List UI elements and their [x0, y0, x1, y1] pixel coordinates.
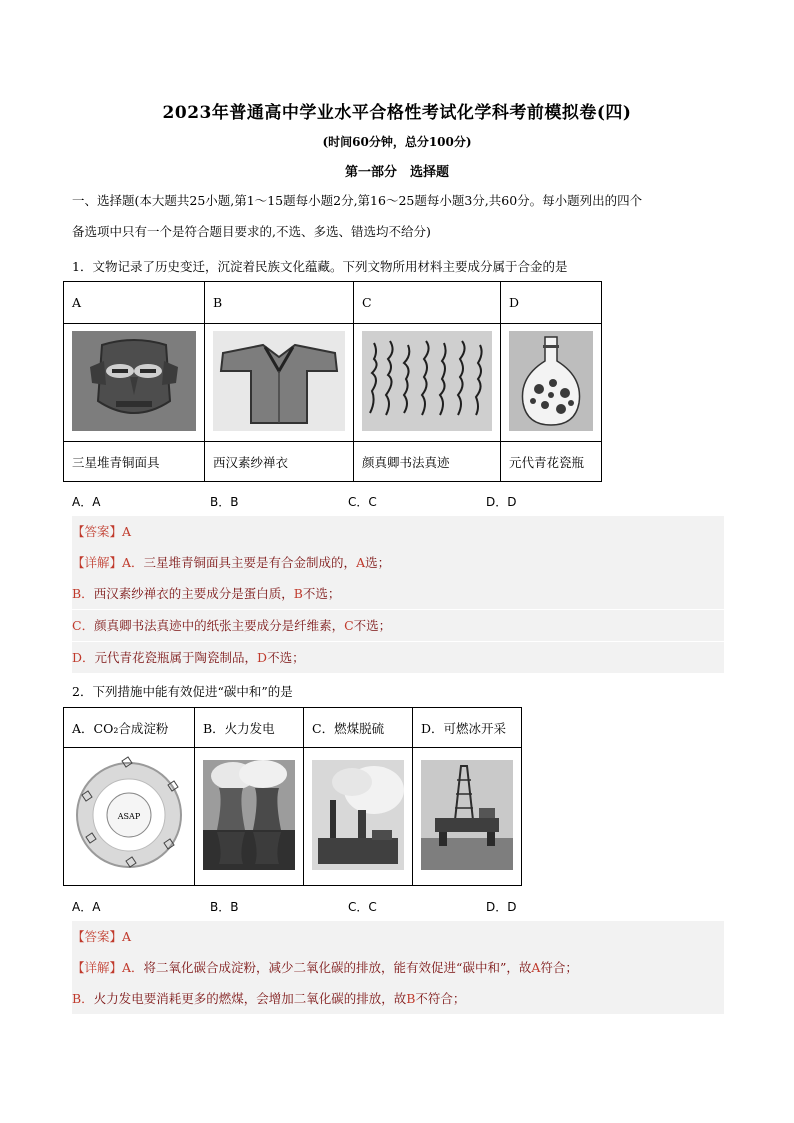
page-subtitle: (时间60分钟，总分100分): [322, 135, 472, 149]
q2-option-a: A．A: [72, 900, 101, 914]
question-1-stem: 1．文物记录了历史变迁，沉淀着民族文化蕴藏。下列文物所用材料主要成分属于合金的是: [72, 259, 568, 274]
q2-detail-line-a: [72, 952, 724, 983]
detail-tail: 不符合；: [415, 991, 466, 1006]
q2-detail-line-b: [72, 983, 724, 1014]
coal-desulfurization-image: [304, 748, 413, 886]
detail-tail: 不选；: [267, 650, 305, 665]
detail-key: B: [293, 586, 303, 601]
q1-option-d: D．D: [486, 495, 517, 509]
asap-label: ASAP: [117, 812, 141, 821]
answer-label: 【答案】: [72, 929, 123, 944]
q2-answer: [72, 921, 724, 952]
detail-text: 颜真卿书法真迹中的纸张主要成分是纤维素，: [94, 618, 345, 633]
instructions-line-1: 一、选择题(本大题共25小题,第1～15题每小题2分,第16～25题每小题3分,共60分。每小题列出的四个: [72, 193, 643, 208]
detail-prefix: A．: [122, 555, 144, 570]
detail-tail: 不选；: [353, 618, 392, 633]
bronze-mask-image: [64, 324, 205, 442]
detail-text: 三星堆青铜面具主要是有合金制成的，: [143, 555, 357, 570]
q2-header-d: D．可燃冰开采: [413, 708, 522, 748]
question-2-table: [63, 707, 522, 886]
q1-header-a: A: [64, 282, 205, 324]
q1-answer: [72, 516, 724, 547]
detail-text: 将二氧化碳合成淀粉，减少二氧化碳的排放，能有效促进“碳中和”，故: [143, 960, 532, 975]
q1-detail-line-b: [72, 578, 724, 609]
detail-text: 元代青花瓷瓶属于陶瓷制品，: [94, 650, 258, 665]
detail-text: 西汉素纱禅衣的主要成分是蛋白质，: [93, 586, 294, 601]
detail-label: 【详解】: [72, 555, 123, 570]
detail-key: A: [531, 960, 541, 975]
power-plant-image: [195, 748, 304, 886]
starch-synthesis-diagram: [64, 748, 195, 886]
detail-label: 【详解】: [72, 960, 123, 975]
page-title: 2023年普通高中学业水平合格性考试化学科考前模拟卷(四): [162, 103, 632, 123]
q1-caption-c: 颜真卿书法真迹: [354, 442, 501, 482]
q2-header-a: A．CO₂合成淀粉: [64, 708, 195, 748]
q1-detail-line-a: [72, 547, 724, 578]
q1-caption-d: 元代青花瓷瓶: [501, 442, 602, 482]
silk-garment-image: [205, 324, 354, 442]
question-1-table: [63, 281, 602, 482]
answer-value: A: [122, 929, 132, 944]
q1-caption-b: 西汉素纱禅衣: [205, 442, 354, 482]
q1-detail-line-c: [72, 610, 724, 641]
q1-detail-line-d: [72, 642, 724, 673]
detail-tail: 符合；: [540, 960, 578, 975]
q1-option-b: B．B: [210, 495, 239, 509]
combustible-ice-platform-image: [413, 748, 522, 886]
detail-key: B: [406, 991, 416, 1006]
detail-key: A: [356, 555, 366, 570]
q2-option-d: D．D: [486, 900, 517, 914]
question-2-stem: 2．下列措施中能有效促进“碳中和”的是: [72, 684, 293, 699]
section-heading: 第一部分 选择题: [344, 165, 449, 180]
q1-header-c: C: [354, 282, 501, 324]
q1-header-d: D: [501, 282, 602, 324]
q1-option-a: A．A: [72, 495, 101, 509]
detail-tail: 选；: [365, 555, 391, 570]
porcelain-vase-image: [501, 324, 602, 442]
detail-key: C: [344, 618, 354, 633]
answer-label: 【答案】: [72, 524, 123, 539]
calligraphy-image: [354, 324, 501, 442]
detail-tail: 不选；: [302, 586, 341, 601]
q1-header-b: B: [205, 282, 354, 324]
detail-key: D: [257, 650, 268, 665]
detail-prefix: A．: [122, 960, 144, 975]
detail-prefix: C．: [72, 618, 95, 633]
q2-header-b: B．火力发电: [195, 708, 304, 748]
detail-text: 火力发电要消耗更多的燃煤，会增加二氧化碳的排放，故: [93, 991, 407, 1006]
instructions: [72, 185, 724, 247]
q2-option-c: C．C: [348, 900, 377, 914]
instructions-line-2: 备选项中只有一个是符合题目要求的,不选、多选、错选均不给分): [72, 224, 431, 239]
q1-caption-a: 三星堆青铜面具: [64, 442, 205, 482]
detail-prefix: D．: [72, 650, 95, 665]
q1-option-c: C．C: [348, 495, 377, 509]
detail-prefix: B．: [72, 991, 94, 1006]
q2-header-c: C．燃煤脱硫: [304, 708, 413, 748]
answer-value: A: [122, 524, 132, 539]
q2-option-b: B．B: [210, 900, 239, 914]
detail-prefix: B．: [72, 586, 94, 601]
